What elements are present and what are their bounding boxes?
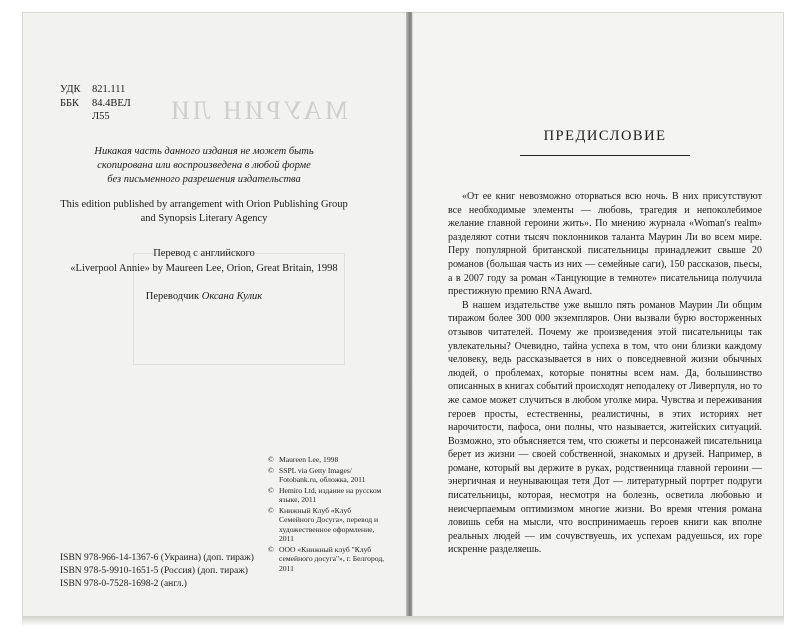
copyright-text: Hemiro Ltd, издание на русском языке, 2011 xyxy=(279,485,382,504)
copyright-symbol: © xyxy=(268,465,274,475)
copyright-text: Книжный Клуб «Клуб Семейного Досуга», перевод и художественное оформление, 2011 xyxy=(279,505,379,543)
edition-note xyxy=(60,198,348,226)
copyright-item xyxy=(268,486,388,505)
isbn-line: ISBN 978-5-9910-1651-5 (Россия) (доп. тираж) xyxy=(60,566,248,576)
isbn-line: ISBN 978-0-7528-1698-2 (англ.) xyxy=(60,579,187,589)
copyright-symbol: © xyxy=(268,455,274,464)
copyright-item xyxy=(268,466,388,485)
author-code: Л55 xyxy=(92,111,110,122)
translator-name: Оксана Кулик xyxy=(201,291,263,302)
copyright-symbol: © xyxy=(268,505,274,515)
chapter-heading xyxy=(520,128,690,156)
bbk-row xyxy=(60,97,131,111)
bleed-through-heading: МАУРИН ЛИ xyxy=(168,96,348,125)
udk-label: УДК xyxy=(60,84,81,95)
reproduction-notice xyxy=(60,145,348,187)
edition-line: and Synopsis Literary Agency xyxy=(140,213,268,224)
copyright-text: Maureen Lee, 1998 xyxy=(279,455,339,464)
code-row xyxy=(60,110,131,124)
paragraph: В нашем издательстве уже вышло пять романов Маурин Ли общим тиражом более 300 000 экземпляров. Они вызвали бурю восторженных отзывов читателей. Почему же произведения этой писательницы так увлекательны? Очевидно, тайна успеха в том, что они близки каждому человеку, ведь рассказывается в них о повседневной жизни обычных людей, о проблемах, которые понятны всем нам. Да, большинство описанных в книгах событий происходят неподалеку от Ливерпуля, но то же самое может случиться в любом уголке мира. Чувства и переживания героев просты, естественны, реалистичны, в этих историях нет нарочитости, пафоса, они полны, что называется, житейских ситуаций. Возможно, это объясняется тем, что сюжеты и персонажей писательница берет из жизни — своей собственной, знакомых и друзей. Например, в романе, который вы держите в руках, родственница главной героини — энергичная и неунывающая тетя Дот — литературный портрет подруги писательницы, которая, несмотря на болезнь, осветила любовью и неисчерпаемым оптимизмом многие жизни. Во время чтения романа ловишь себя на мысли, что воспринимаешь героев книги как вполне реальных людей — им сочувствуешь, их успехам радуешься, их горе искренне разделяешь. xyxy=(448,299,762,556)
udk-row xyxy=(60,83,131,97)
copyright-text: SSPL via Getty Images/ Fotobank.ru, обложка, 2011 xyxy=(279,465,366,484)
notice-line: Никакая часть данного издания не может быть xyxy=(94,146,314,157)
page-bottom-shadow xyxy=(22,616,784,626)
copyright-item xyxy=(268,506,388,544)
copyright-list xyxy=(268,455,388,574)
notice-line: без письменного разрешения издательства xyxy=(107,174,301,185)
copyright-item xyxy=(268,545,388,574)
title-underline xyxy=(520,155,690,156)
translator-label: Переводчик xyxy=(145,291,200,302)
notice-line: скопирована или воспроизведена в любой форме xyxy=(97,160,311,171)
translation-line: Перевод с английского xyxy=(153,248,255,259)
translation-info xyxy=(60,246,348,276)
udk-value: 821.111 xyxy=(92,84,126,95)
chapter-title: ПРЕДИСЛОВИЕ xyxy=(543,128,667,144)
preface-body xyxy=(448,190,762,557)
bbk-label: ББК xyxy=(60,97,80,109)
copyright-symbol: © xyxy=(268,485,274,495)
edition-line: This edition published by arrangement with Orion Publishing Group xyxy=(60,199,348,210)
paragraph: «От ее книг невозможно оторваться всю ночь. В них присутствуют все необходимые элементы — любовь, трагедия и непоколебимое желание главной героини жить». По мнению журнала «Woman's realm» разделяют сотни тысяч поклонников таланта Маурин Ли во всем мире. Перу популярной британской писательницы принадлежит свыше 20 романов (большая часть из них — семейные саги), 150 рассказов, пьесы, а в 2007 году за роман «Танцующие в темноте» писательница получила престижную премию RNA Award. xyxy=(448,191,762,298)
classification-codes xyxy=(60,83,131,124)
isbn-line: ISBN 978-966-14-1367-6 (Украина) (доп. тираж) xyxy=(60,553,254,563)
isbn-list xyxy=(60,552,254,591)
copyright-text: ООО «Книжный клуб "Клуб семейного досуга"», г. Белгород, 2011 xyxy=(279,544,385,573)
original-title-line: «Liverpool Annie» by Maureen Lee, Orion, Great Britain, 1998 xyxy=(70,263,338,274)
copyright-item xyxy=(268,455,388,465)
translator-line xyxy=(60,291,348,302)
bbk-value: 84.4ВЕЛ xyxy=(92,97,131,109)
copyright-symbol: © xyxy=(268,544,274,554)
